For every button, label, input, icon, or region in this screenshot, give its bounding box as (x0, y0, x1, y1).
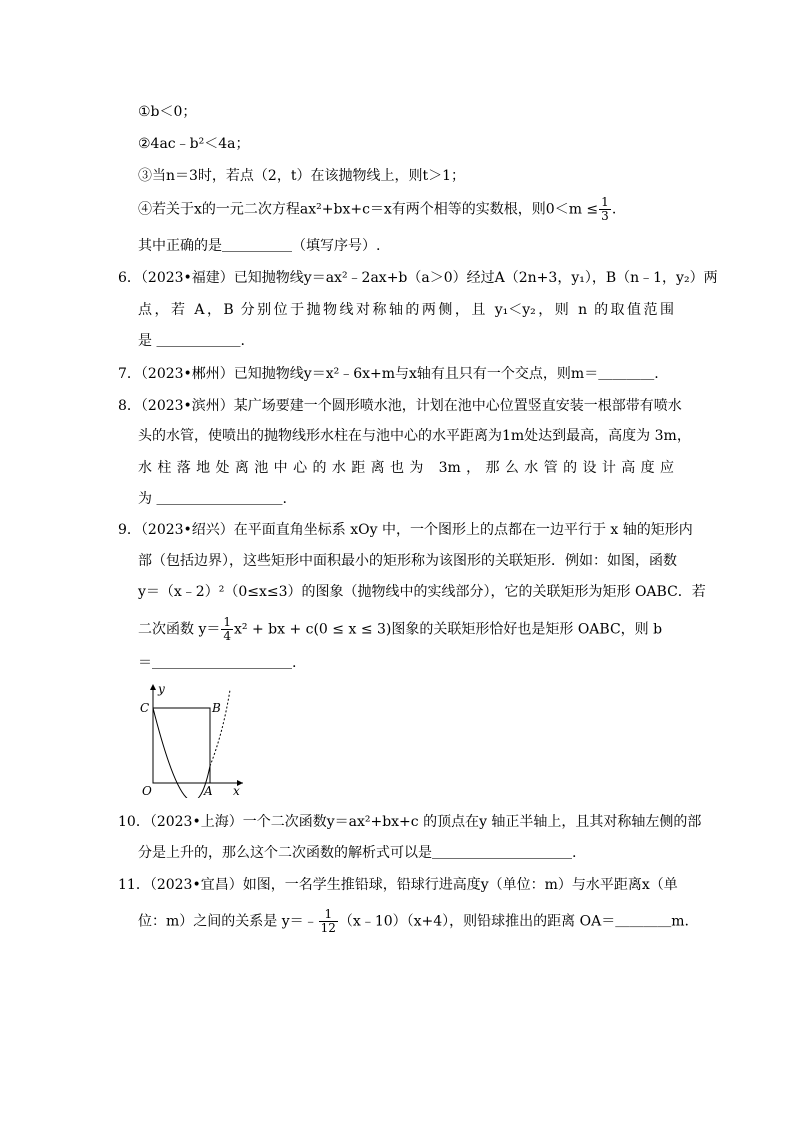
q9-line-4: 二次函数 y＝ $\frac{1}{4}$ x² + bx + c(0 ≤ x ≤ 3)图象的关联矩形恰好也是矩形 OABC，则 b (138, 615, 663, 643)
q8-line-3: 水柱落地处离池中心的水距离也为 3m，那么水管的设计高度应 (138, 460, 674, 476)
label-x: x (233, 784, 240, 798)
q6-line-3: 是 ＿＿＿＿＿＿. (138, 333, 245, 349)
parabola-figure (138, 678, 248, 802)
q11-line-2-text: 位：m）之间的关系是 y＝﹣ (138, 913, 318, 930)
q9-line-5: ＝＿＿＿＿＿＿＿＿＿＿. (138, 655, 297, 671)
q8-line-1: 8．（2023•滨州）某广场要建一个圆形喷水池，计划在池中心位置竖直安装一根部带有喷水 (118, 398, 682, 414)
q8-line-2: 头的水管，使喷出的抛物线形水柱在与池中心的水平距离为1m处达到最高，高度为 3m， (138, 428, 691, 444)
label-O: O (142, 784, 152, 798)
label-A: A (204, 784, 213, 798)
parabola-solid (153, 708, 210, 798)
fraction: $\frac{1}{3}$ (601, 195, 609, 223)
rectangle-OABC (153, 708, 210, 783)
q7-text: 7．（2023•郴州）已知抛物线y＝x²﹣6x+m与x轴有且只有一个交点，则m＝＿＿＿＿. (118, 366, 659, 382)
q9-line-4-text: 二次函数 y＝ (138, 621, 221, 638)
q11-line-2: 位：m）之间的关系是 y＝﹣ $\frac{1}{12}$ （x﹣10）（x+4），则铅球推出的距离 OA＝＿＿＿＿m. (138, 907, 689, 935)
choice-4: ④若关于x的一元二次方程ax²+bx+c＝x有两个相等的实数根，则0＜m ≤ $\frac{1}{3}$ . (138, 195, 617, 223)
q9-line-2: 部（包括边界），这些矩形中面积最小的矩形称为该图形的关联矩形．例如：如图，函数 (138, 553, 677, 569)
label-y: y (158, 682, 165, 696)
q6-line-2: 点，若 A，B 分别位于抛物线对称轴的两侧，且 y₁＜y₂，则 n 的取值范围 (138, 302, 674, 318)
choice-1: ①b＜0； (138, 104, 197, 120)
fraction: $\frac{1}{12}$ (320, 907, 336, 935)
q8-line-4: 为 ＿＿＿＿＿＿＿＿＿. (138, 491, 287, 507)
choice-4-text: ④若关于x的一元二次方程ax²+bx+c＝x有两个相等的实数根，则0＜m ≤ (138, 201, 599, 218)
q9-line-3: y＝（x﹣2）²（0≤x≤3）的图象（抛物线中的实线部分），它的关联矩形为矩形 OABC．若 (138, 584, 706, 600)
q9-line-1: 9．（2023•绍兴）在平面直角坐标系 xOy 中，一个图形上的点都在一边平行于 x 轴的矩形内 (118, 522, 693, 538)
q6-line-1: 6．（2023•福建）已知抛物线y＝ax²﹣2ax+b（a＞0）经过A（2n+3，y₁），B（n﹣1，y₂）两 (118, 270, 718, 286)
fraction: $\frac{1}{4}$ (223, 615, 231, 643)
choice-3: ③当n＝3时，若点（2，t）在该抛物线上，则t＞1； (138, 168, 465, 184)
choice-2: ②4ac﹣b²＜4a； (138, 136, 250, 152)
q5-answer-line: 其中正确的是＿＿＿＿＿（填写序号）. (138, 238, 381, 254)
label-B: B (212, 701, 221, 715)
y-axis-arrow (150, 684, 156, 690)
q10-line-2: 分是上升的，那么这个二次函数的解析式可以是＿＿＿＿＿＿＿＿＿＿. (138, 845, 577, 861)
parabola-diagram (138, 678, 248, 798)
label-C: C (140, 701, 150, 715)
q11-line-1: 11．（2023•宜昌）如图，一名学生推铅球，铅球行进高度y（单位：m）与水平距离x（单 (118, 877, 678, 893)
q10-line-1: 10．（2023•上海）一个二次函数y＝ax²+bx+c 的顶点在y 轴正半轴上，且其对称轴左侧的部 (118, 814, 702, 830)
